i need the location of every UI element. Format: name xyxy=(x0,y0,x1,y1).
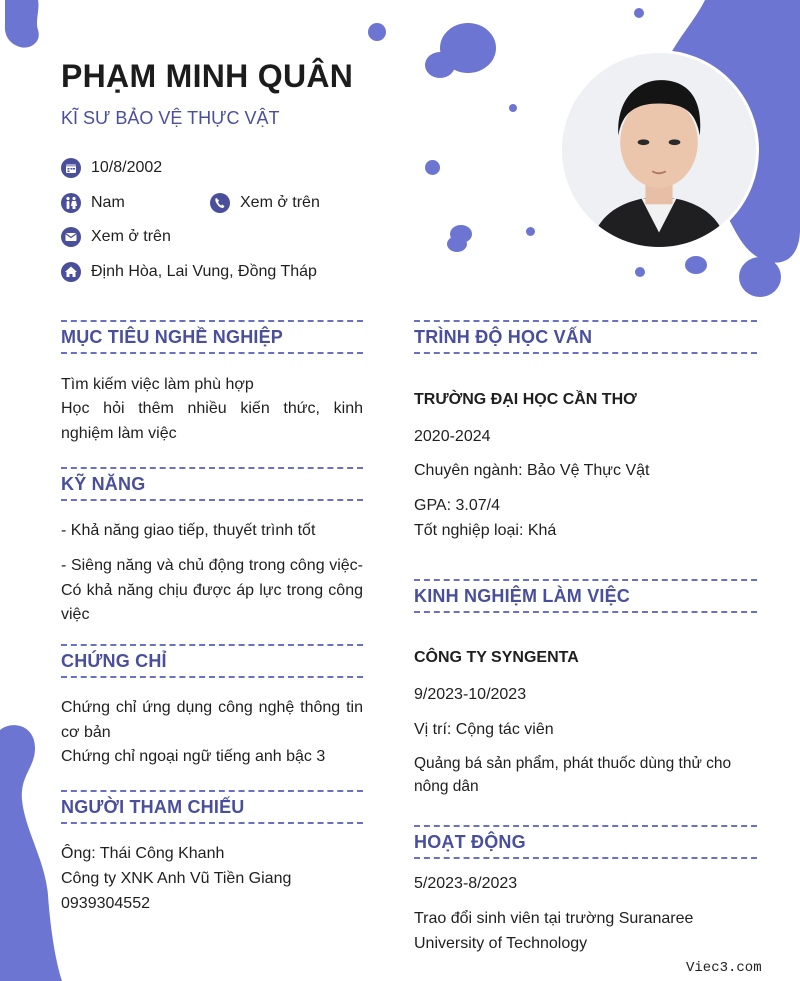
decor-dot xyxy=(509,104,517,112)
calendar-icon xyxy=(61,158,81,178)
certificates-heading xyxy=(61,644,363,678)
certificates-heading-label: CHỨNG CHỈ xyxy=(61,650,167,671)
experience-heading-label: KINH NGHIỆM LÀM VIỆC xyxy=(414,585,631,606)
address-value: Định Hòa, Lai Vung, Đồng Tháp xyxy=(91,263,317,280)
decor-dot xyxy=(425,52,455,78)
address-row xyxy=(61,262,317,282)
watermark: Viec3.com xyxy=(686,960,762,976)
skills-heading xyxy=(61,467,363,501)
activities-heading xyxy=(414,825,757,859)
objective-heading-label: MỤC TIÊU NGHỀ NGHIỆP xyxy=(61,326,284,347)
education-school: TRƯỜNG ĐẠI HỌC CẦN THƠ xyxy=(414,391,637,408)
education-heading-label: TRÌNH ĐỘ HỌC VẤN xyxy=(414,326,593,347)
certificate-item-1: Chứng chỉ ứng dụng công nghệ thông tin cơ bản xyxy=(61,699,363,741)
phone-icon xyxy=(210,193,230,213)
decor-dot xyxy=(634,8,644,18)
phone-value: Xem ở trên xyxy=(240,194,320,211)
bottom-left-blob xyxy=(0,720,70,981)
mail-icon xyxy=(61,227,81,247)
education-gpa: GPA: 3.07/4 xyxy=(414,497,500,514)
references-heading-label: NGƯỜI THAM CHIẾU xyxy=(61,796,245,817)
education-grade: Tốt nghiệp loại: Khá xyxy=(414,522,557,539)
activities-period: 5/2023-8/2023 xyxy=(414,875,518,892)
gender-value: Nam xyxy=(91,194,125,211)
decor-dot xyxy=(739,257,781,297)
job-title: KĨ SƯ BẢO VỆ THỰC VẬT xyxy=(61,108,280,128)
activities-description: Trao đổi sinh viên tại trường Suranaree University of Technology xyxy=(414,910,694,952)
decor-dot xyxy=(685,256,707,274)
gender-row xyxy=(61,193,125,213)
decor-dot xyxy=(635,267,645,277)
experience-period: 9/2023-10/2023 xyxy=(414,686,527,703)
reference-company: Công ty XNK Anh Vũ Tiền Giang xyxy=(61,870,292,887)
gender-icon xyxy=(61,193,81,213)
candidate-name: PHẠM MINH QUÂN xyxy=(61,58,354,94)
reference-phone: 0939304552 xyxy=(61,895,150,912)
top-left-blob xyxy=(0,0,45,50)
objective-line-2: Học hỏi thêm nhiều kiến thức, kinh nghiệm làm việc xyxy=(61,400,363,442)
references-heading xyxy=(61,790,363,824)
experience-company: CÔNG TY SYNGENTA xyxy=(414,649,579,666)
email-value: Xem ở trên xyxy=(91,228,171,245)
birthday-row xyxy=(61,158,162,178)
objective-heading xyxy=(61,320,363,354)
phone-row xyxy=(210,193,320,213)
email-row xyxy=(61,227,171,247)
experience-position: Vị trí: Cộng tác viên xyxy=(414,721,554,738)
decor-dot xyxy=(425,160,440,175)
skill-item-1: - Khả năng giao tiếp, thuyết trình tốt xyxy=(61,522,316,539)
home-icon xyxy=(61,262,81,282)
education-period: 2020-2024 xyxy=(414,428,491,445)
education-major: Chuyên ngành: Bảo Vệ Thực Vật xyxy=(414,462,650,479)
skills-heading-label: KỸ NĂNG xyxy=(61,473,146,494)
decor-dot xyxy=(526,227,535,236)
objective-line-1: Tìm kiếm việc làm phù hợp xyxy=(61,376,254,393)
decor-dot xyxy=(368,23,386,41)
decor-dot xyxy=(447,236,467,252)
certificate-item-2: Chứng chỉ ngoại ngữ tiếng anh bậc 3 xyxy=(61,748,326,765)
experience-description: Quảng bá sản phẩm, phát thuốc dùng thử cho nông dân xyxy=(414,755,732,795)
education-heading xyxy=(414,320,757,354)
profile-photo xyxy=(559,50,759,250)
activities-heading-label: HOẠT ĐỘNG xyxy=(414,831,526,852)
reference-person: Ông: Thái Công Khanh xyxy=(61,845,225,862)
skill-item-2: - Siêng năng và chủ động trong công việc- Có khả năng chịu được áp lực trong công việc xyxy=(61,557,363,623)
birthday-value: 10/8/2002 xyxy=(91,159,163,176)
experience-heading xyxy=(414,579,757,613)
